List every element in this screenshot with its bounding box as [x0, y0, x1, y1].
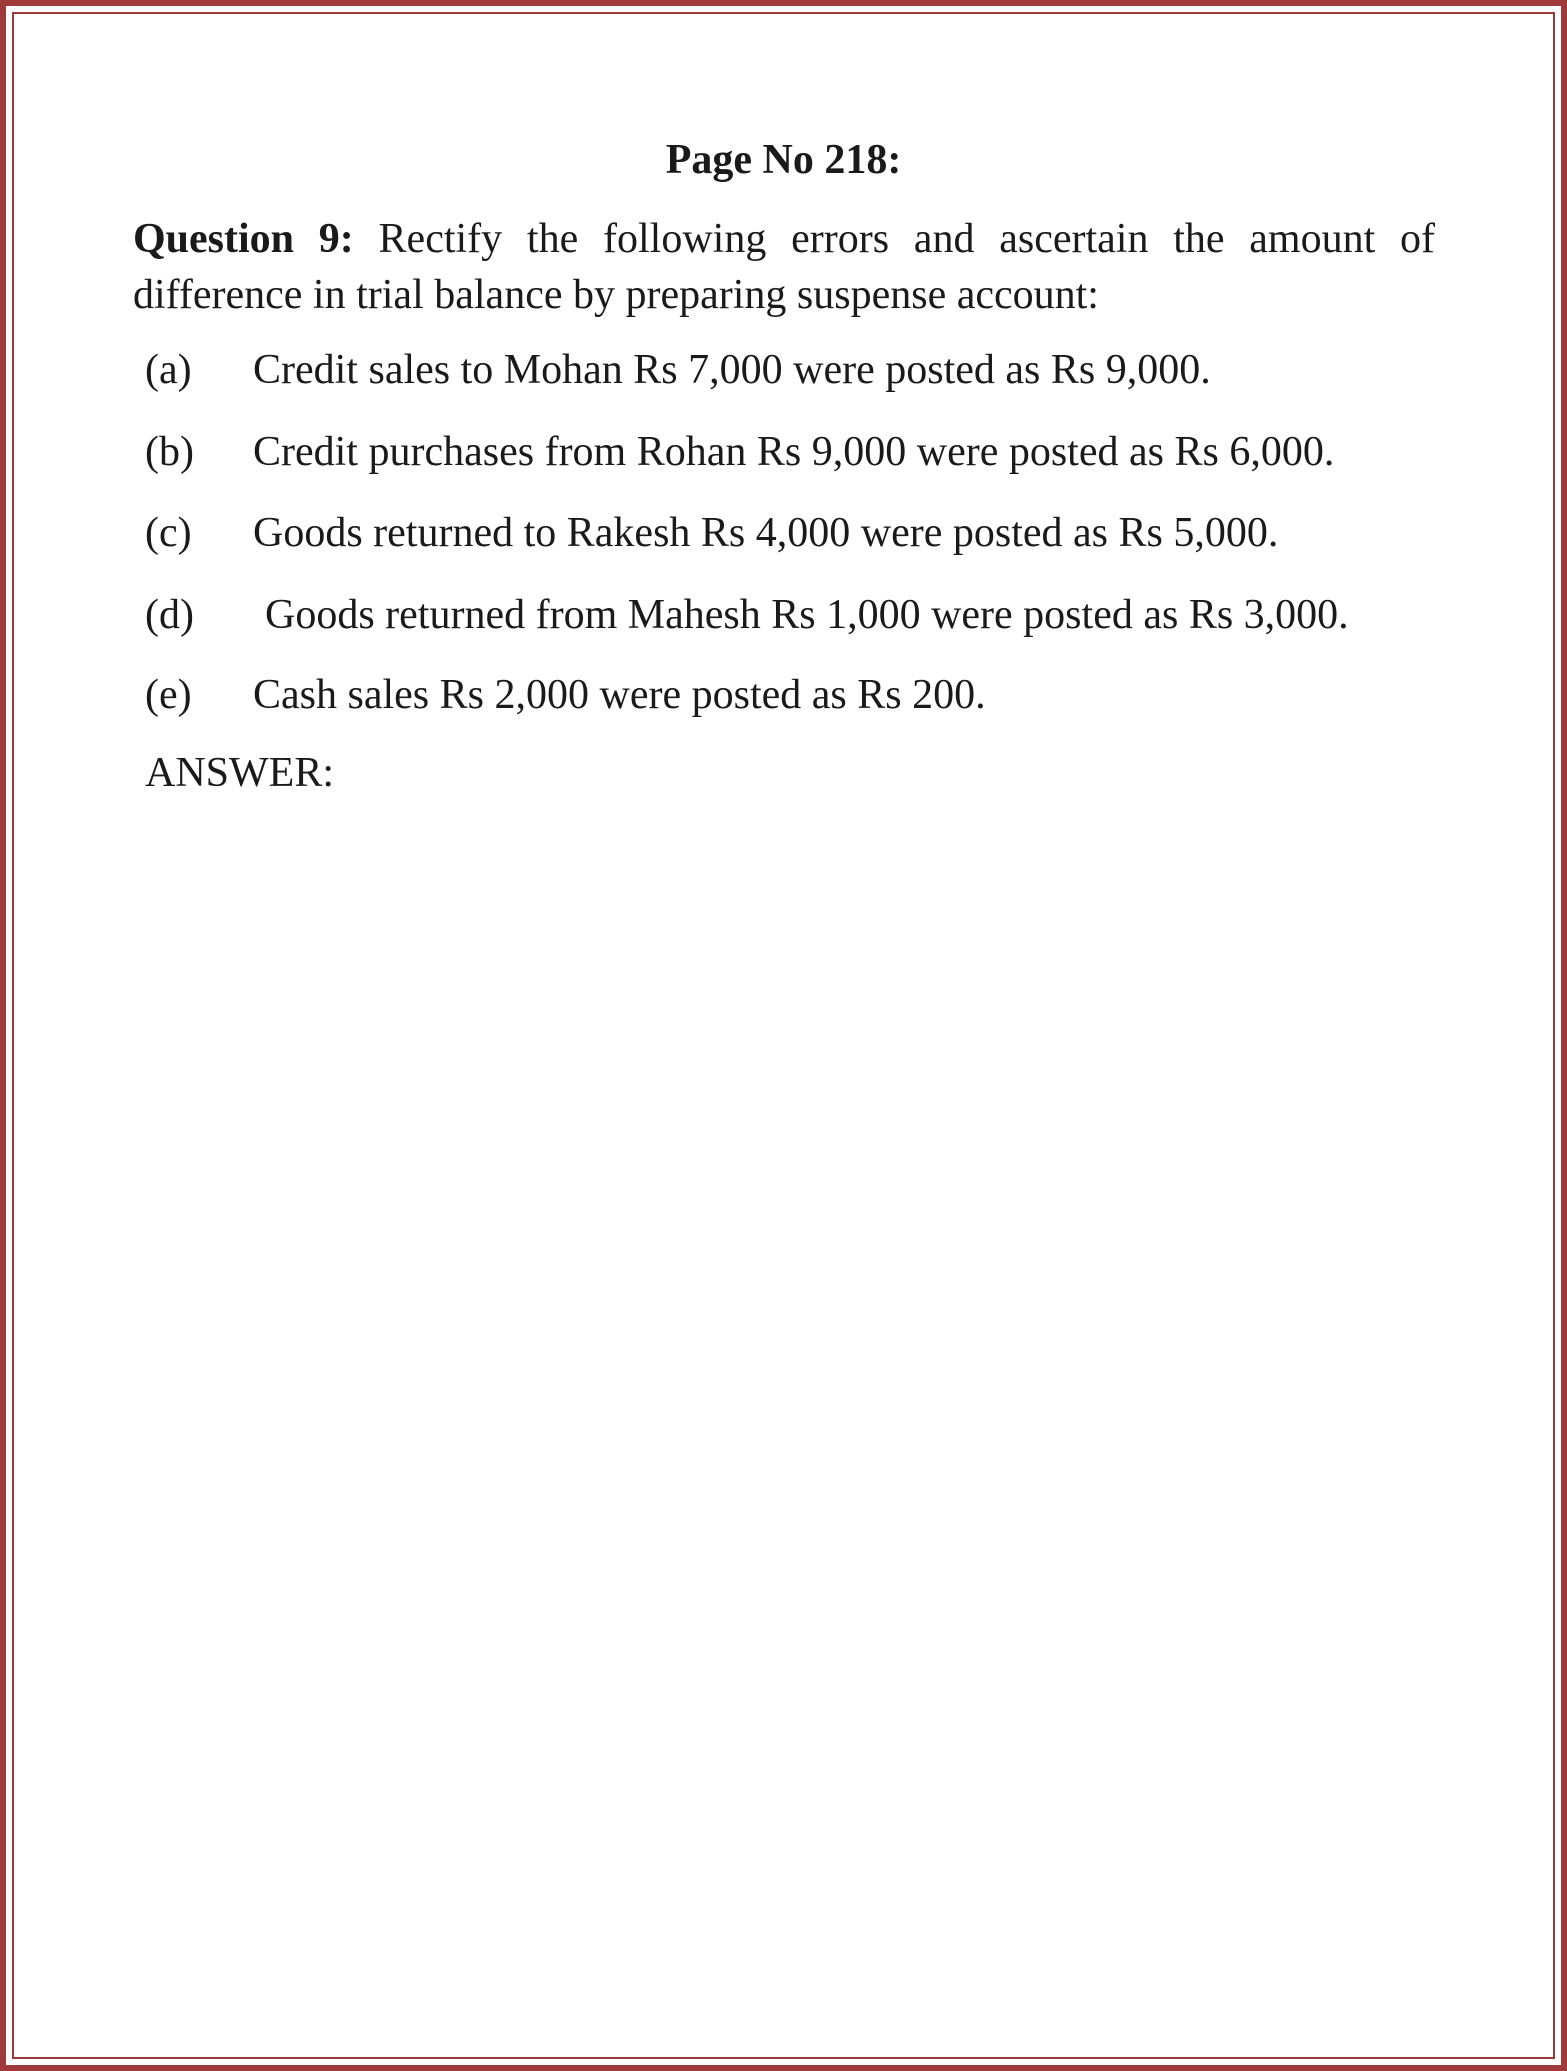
question-label: Question 9:: [133, 216, 354, 262]
list-item: [145, 670, 1445, 720]
list-item: [145, 508, 1445, 558]
item-marker: (a): [145, 347, 192, 393]
list-item: [145, 427, 1445, 477]
list-item: [145, 590, 1445, 640]
page-heading: Page No 218:: [665, 137, 902, 183]
answer-label: ANSWER:: [145, 750, 334, 796]
item-text: Goods returned to Rakesh Rs 4,000 were posted as Rs 5,000.: [253, 510, 1279, 556]
item-marker: (e): [145, 672, 192, 718]
item-marker: (b): [145, 429, 194, 475]
item-marker: (c): [145, 510, 192, 556]
item-text: Goods returned from Mahesh Rs 1,000 were posted as Rs 3,000.: [265, 592, 1349, 638]
item-text: Credit sales to Mohan Rs 7,000 were posted as Rs 9,000.: [253, 347, 1211, 393]
question-statement: [133, 211, 1435, 323]
item-text: Credit purchases from Rohan Rs 9,000 were posted as Rs 6,000.: [253, 429, 1335, 475]
item-text: Cash sales Rs 2,000 were posted as Rs 200.: [253, 672, 986, 718]
question-text: Rectify the following errors and ascertain the amount of difference in trial balance by preparing suspense account:: [133, 216, 1436, 318]
list-item: [145, 345, 1445, 395]
item-marker: (d): [145, 592, 194, 638]
